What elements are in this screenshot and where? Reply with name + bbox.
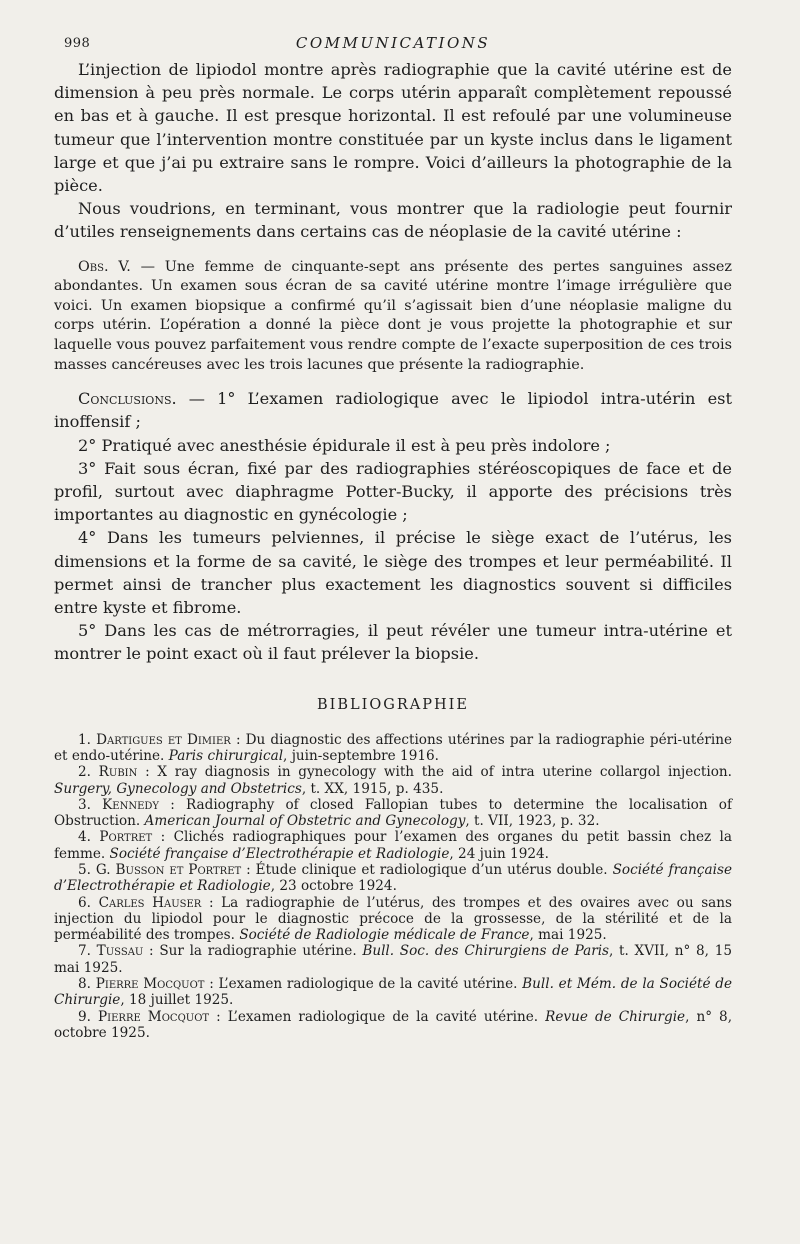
ref-source: American Journal of Obstetric and Gynecology [144,813,466,830]
ref-author: Kennedy [102,796,160,813]
ref-author: Rubin [98,764,138,781]
ref-number: 2. [78,764,99,781]
observation-v [54,258,732,376]
paragraph-neoplasia-intro: Nous voudrions, en terminant, vous montrer que la radiologie peut fournir d’utiles renseignements dans certains cas de néoplasie de la cavité utérine : [54,199,732,242]
ref-details: , t. XVII, n° 8, 15 mai 1925. [54,943,732,976]
conclusion-3: 3° Fait sous écran, fixé par des radiographies stéréoscopiques de face et de profil, surtout avec diaphragme Potter-Bucky, il apporte des précisions très importantes au diagnostic en gynécologie ; [54,458,732,525]
bibliography-entry [54,976,732,1009]
page [54,34,732,1041]
ref-author: Portret [99,829,153,846]
page-header [54,34,732,58]
conclusion-1-text: — 1° L’examen radiologique avec le lipiodol intra-utérin est inoffensif ; [54,389,732,432]
observation-label: Obs. V. [78,258,131,275]
ref-number: 3. [78,796,103,813]
ref-details: , t. XX, 1915, p. 435. [301,780,444,797]
page-number: 998 [64,36,91,51]
ref-details: , juin-septembre 1916. [283,747,439,764]
conclusion-2: 2° Pratiqué avec anesthésie épidurale il est à peu près indolore ; [78,435,611,455]
ref-details: , n° 8, octobre 1925. [54,1008,733,1041]
ref-details: , 24 juin 1924. [449,845,549,862]
bibliography-entry [54,764,732,797]
bibliography-entry [54,895,732,944]
bibliography-entry [54,1009,732,1042]
running-head: COMMUNICATIONS [295,34,491,52]
ref-title: : L’examen radiologique de la cavité utérine. [204,976,523,993]
ref-title: : L’examen radiologique de la cavité utérine. [209,1008,546,1025]
conclusion-4: 4° Dans les tumeurs pelviennes, il précise le siège exact de l’utérus, les dimensions et la forme de sa cavité, le siège des trompes et leur perméabilité. Il permet ainsi de trancher plus exactement les diagnostics souvent si difficiles entre kyste et fibrome. [54,528,732,618]
bibliography-title: BIBLIOGRAPHIE [317,696,469,713]
conclusion-1 [54,387,732,433]
ref-title: : Sur la radiographie utérine. [143,943,363,960]
ref-author: Pierre Mocquot [98,1008,210,1025]
ref-title: : X ray diagnosis in gynecology with the aid of intra uterine collargol injection. [137,764,732,781]
ref-number: 1. [78,731,97,748]
ref-details: , 23 octobre 1924. [270,878,397,895]
conclusion-5: 5° Dans les cas de métrorragies, il peut révéler une tumeur intra-utérine et montrer le point exact où il faut prélever la biopsie. [54,621,732,664]
bibliography-entry [54,862,732,895]
ref-number: 9. [78,1008,99,1025]
ref-source: Bull. et Mém. de la Société de Chirurgie [54,976,733,1009]
ref-author: Carles Hauser [98,894,202,911]
ref-title: : La radiographie de l’utérus, des trompes et des ovaires avec ou sans injection du lipiodol pour le diagnostic précoce de la grossesse, de la stérilité et de la perméabilité des trompes. [54,894,733,944]
ref-author: Tussau [96,943,144,960]
ref-source: Surgery, Gynecology and Obstetrics [54,780,302,797]
ref-details: , mai 1925. [529,927,607,944]
ref-number: 8. [78,976,96,993]
bibliography-entry [54,732,732,765]
ref-source: Bull. Soc. des Chirurgiens de Paris [362,943,610,960]
ref-details: , 18 juillet 1925. [120,992,234,1009]
observation-text: — Une femme de cinquante-sept ans présente des pertes sanguines assez abondantes. Un examen sous écran de sa cavité utérine montre l’image irrégulière que voici. Un examen biopsique a confirmé qu’il s’agissait bien d’une néoplasie maligne du corps utérin. L’opération a donné la pièce dont je vous projette la photographie et sur laquelle vous pouvez parfaitement vous rendre compte de l’exacte superposition de ces trois masses cancéreuses avec les trois lacunes que présente la radiographie. [54,258,732,373]
ref-author: Dartigues et Dimier [96,731,231,748]
ref-source: Société française d’Electrothérapie et Radiologie [54,862,733,895]
ref-number: 4. [78,829,100,846]
ref-author: G. Busson et Portret [95,862,242,878]
ref-details: , t. VII, 1923, p. 32. [465,813,600,830]
bibliography-list [54,732,732,1042]
ref-number: 6. [78,894,99,911]
conclusions-label: Conclusions. [78,389,177,409]
ref-source: Société de Radiologie médicale de France [239,927,530,944]
bibliography-entry [54,829,732,862]
ref-source: Paris chirurgical [168,747,284,764]
ref-title: : Radiography of closed Fallopian tubes to determine the localisation of Obstruction. [54,796,732,830]
ref-title: : Clichés radiographiques pour l’examen des organes du petit bassin chez la femme. [54,829,732,862]
bibliography-entry [54,943,732,976]
ref-source: Revue de Chirurgie [545,1008,686,1025]
ref-number: 5. [78,862,96,878]
ref-author: Pierre Mocquot [95,976,205,993]
ref-title: : Du diagnostic des affections utérines par la radiographie péri-utérine et endo-utérine. [54,731,733,764]
conclusions [54,387,732,665]
ref-title: : Étude clinique et radiologique d’un utérus double. [241,862,613,878]
paragraph-lipiodol-result: L’injection de lipiodol montre après radiographie que la cavité utérine est de dimension à peu près normale. Le corps utérin apparaît complètement repoussé en bas et à gauche. Il est presque horizontal. Il est refoulé par une volumineuse tumeur que l’intervention montre constituée par un kyste inclus dans le ligament large et que j’ai pu extraire sans le rompre. Voici d’ailleurs la photographie de la pièce. [54,60,732,196]
ref-number: 7. [78,943,97,960]
ref-source: Société française d’Electrothérapie et Radiologie [109,845,450,862]
bibliography-entry [54,797,732,830]
